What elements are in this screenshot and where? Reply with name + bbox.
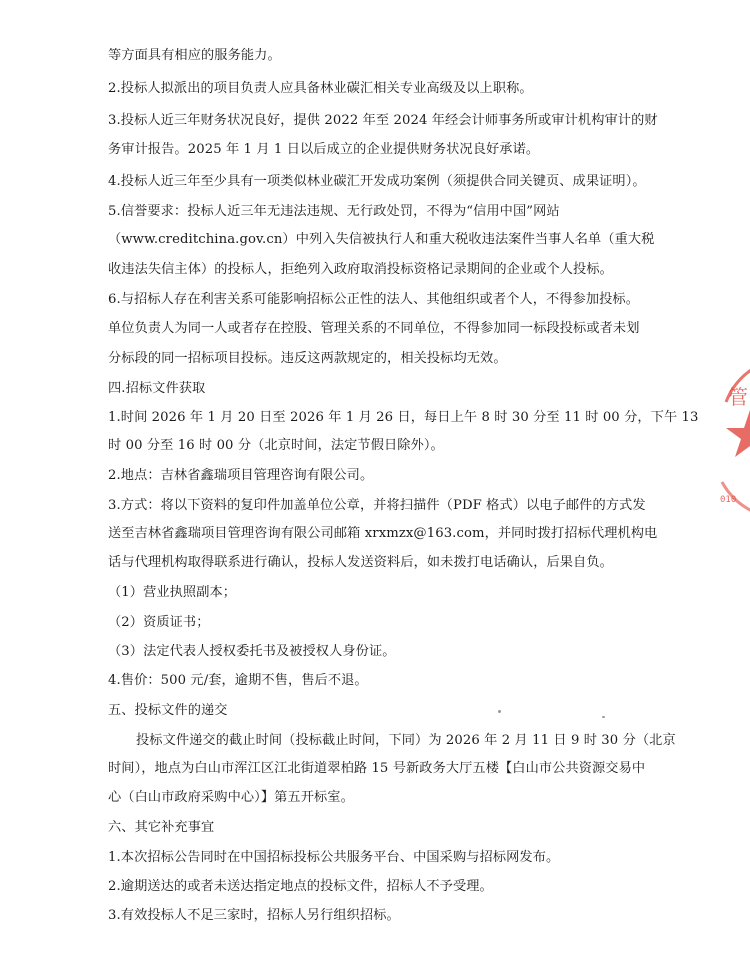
list-item: （3）法定代表人授权委托书及被授权人身份证。 xyxy=(108,644,396,659)
text-line: 4.投标人近三年至少具有一项类似林业碳汇开发成功案例（须提供合同关键页、成果证明）。 xyxy=(108,174,646,189)
text-line: 时 00 分至 16 时 00 分（北京时间，法定节假日除外）。 xyxy=(108,438,444,453)
text-line: 4.售价：500 元/套，逾期不售，售后不退。 xyxy=(108,673,368,688)
text-line: （www.creditchina.gov.cn）中列入失信被执行人和重大税收违法案件当事人名单（重大税 xyxy=(108,232,655,247)
text-line: 分标段的同一招标项目投标。违反这两款规定的，相关投标均无效。 xyxy=(108,351,507,366)
text-line: 3.方式：将以下资料的复印件加盖单位公章，并将扫描件（PDF 格式）以电子邮件的方式发 xyxy=(108,498,646,513)
text-line: 话与代理机构取得联系进行确认，投标人发送资料后，如未拨打电话确认，后果自负。 xyxy=(108,555,613,570)
text-line: 时间），地点为白山市浑江区江北街道翠柏路 15 号新政务大厅五楼【白山市公共资源交易中 xyxy=(108,761,646,776)
seal-text-top: 管 xyxy=(728,385,748,409)
text-line: 5.信誉要求：投标人近三年无违法违规、无行政处罚，不得为“信用中国”网站 xyxy=(108,204,560,219)
text-line: 3.有效投标人不足三家时，招标人另行组织招标。 xyxy=(108,908,400,923)
text-line: 单位负责人为同一人或者存在控股、管理关系的不同单位，不得参加同一标段投标或者未划 xyxy=(108,321,640,336)
text-line: 送至吉林省鑫瑞项目管理咨询有限公司邮箱 xrxmzx@163.com，并同时拨打招标代理机构电 xyxy=(108,526,658,541)
text-line: 收违法失信主体）的投标人，拒绝列入政府取消投标资格记录期间的企业或个人投标。 xyxy=(108,262,613,277)
text-line: 1.本次招标公告同时在中国招标投标公共服务平台、中国采购与招标网发布。 xyxy=(108,850,560,865)
text-line: 等方面具有相应的服务能力。 xyxy=(108,48,281,63)
scan-speck xyxy=(602,716,605,718)
section-heading: 六、其它补充事宜 xyxy=(108,820,215,835)
section-heading: 四.招标文件获取 xyxy=(108,381,206,396)
text-line: 2.投标人拟派出的项目负责人应具备林业碳汇相关专业高级及以上职称。 xyxy=(108,81,533,96)
text-line: 务审计报告。2025 年 1 月 1 日以后成立的企业提供财务状况良好承诺。 xyxy=(108,142,540,157)
text-line: 3.投标人近三年财务状况良好，提供 2022 年至 2024 年经会计师事务所或审计机构审计的财 xyxy=(108,113,658,128)
seal-text-bottom: 010 xyxy=(720,495,737,505)
list-item: （1）营业执照副本； xyxy=(108,585,237,600)
list-item: （2）资质证书； xyxy=(108,615,210,630)
text-line: 1.时间 2026 年 1 月 20 日至 2026 年 1 月 26 日，每日上午 8 时 30 分至 11 时 00 分，下午 13 xyxy=(108,410,699,425)
text-line: 2.地点：吉林省鑫瑞项目管理咨询有限公司。 xyxy=(108,468,374,483)
section-heading: 五、投标文件的递交 xyxy=(108,703,228,718)
scan-speck xyxy=(498,710,501,713)
text-line: 心（白山市政府采购中心）】第五开标室。 xyxy=(108,790,354,805)
text-line: 投标文件递交的截止时间（投标截止时间，下同）为 2026 年 2 月 11 日 9 时 30 分（北京 xyxy=(136,733,676,748)
text-line: 2.逾期送达的或者未送达指定地点的投标文件，招标人不予受理。 xyxy=(108,879,493,894)
official-seal-icon xyxy=(714,362,750,522)
text-line: 6.与招标人存在利害关系可能影响招标公正性的法人、其他组织或者个人，不得参加投标。 xyxy=(108,292,639,307)
